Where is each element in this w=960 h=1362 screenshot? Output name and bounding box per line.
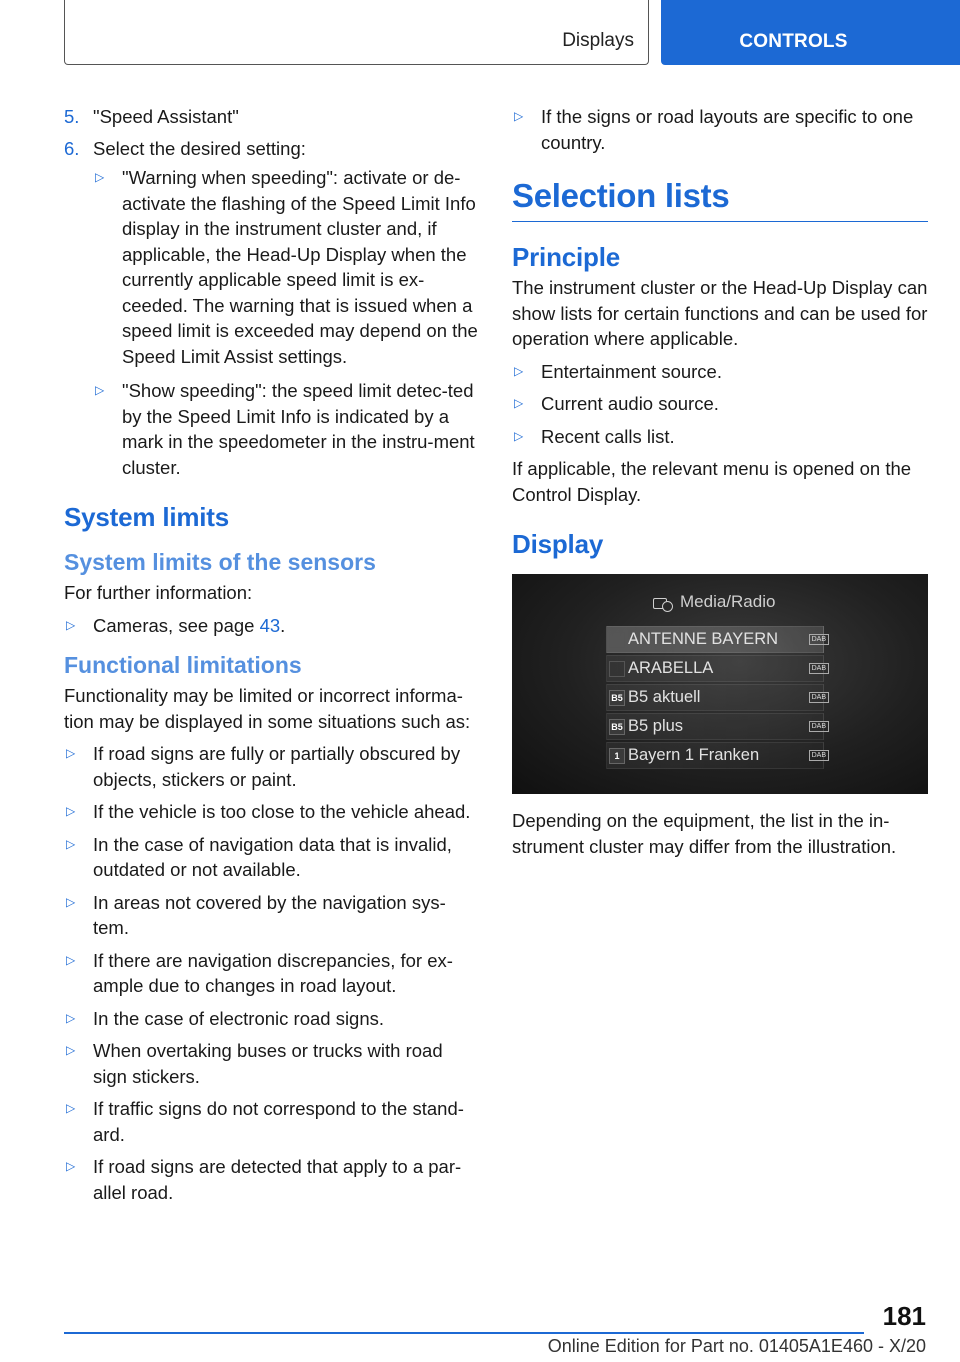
list-item <box>64 1154 480 1205</box>
station-name: ARABELLA <box>628 659 714 677</box>
chapter-tab[interactable] <box>661 0 960 65</box>
list-item <box>64 832 480 883</box>
triangle-bullet-icon: ▷ <box>66 836 76 851</box>
station-name: B5 plus <box>628 717 684 735</box>
step-text: Select the desired setting: <box>93 137 306 159</box>
section-title: Displays <box>562 30 634 51</box>
station-list <box>606 626 824 771</box>
triangle-bullet-icon: ▷ <box>66 617 76 632</box>
list-item-text: "Warning when speeding": activate or de-activate the flashing of the Speed Limit Info display in the instrument cluster and, if applicable, the Head-Up Display when the currently applicable speed limit is ex-ceeded. The warning that is issued when a speed limit is exceeded may depend on the Speed Limit Assist settings. <box>122 167 478 367</box>
station-logo-icon <box>609 661 625 677</box>
step-text: "Speed Assistant" <box>93 106 239 127</box>
display-heading: Display <box>512 529 604 559</box>
screen-header <box>652 592 775 612</box>
country-list <box>512 104 928 155</box>
triangle-bullet-icon: ▷ <box>95 170 105 184</box>
step-number: 6. <box>64 137 80 159</box>
list-item-text: In the case of navigation data that is invalid, outdated or not available. <box>93 833 452 880</box>
list-item-text: If road signs are detected that apply to a par-allel road. <box>93 1156 462 1203</box>
list-item <box>64 613 480 639</box>
step-item <box>64 136 480 162</box>
list-item-text: In areas not covered by the navigation sys-tem. <box>93 891 446 938</box>
list-item-text: Recent calls list. <box>541 425 675 447</box>
left-column <box>64 104 480 1212</box>
triangle-bullet-icon: ▷ <box>66 1010 76 1025</box>
list-item <box>93 165 480 369</box>
cameras-text: Cameras, see page <box>93 614 260 636</box>
footer-rule <box>64 1332 864 1334</box>
instrument-cluster-illustration <box>512 574 928 794</box>
functional-intro: Functionality may be limited or incorrect informa-tion may be displayed in some situations such as: <box>64 685 471 732</box>
triangle-bullet-icon: ▷ <box>514 363 524 378</box>
triangle-bullet-icon: ▷ <box>66 1043 76 1057</box>
triangle-bullet-icon: ▷ <box>66 1159 76 1173</box>
station-logo-icon: B5 <box>609 719 625 735</box>
list-item <box>64 799 480 825</box>
media-radio-icon <box>652 593 674 611</box>
station-name: Bayern 1 Franken <box>628 746 760 764</box>
principle-after: If applicable, the relevant menu is opened on the Control Display. <box>512 458 912 505</box>
triangle-bullet-icon: ▷ <box>66 1101 76 1115</box>
system-limits-heading: System limits <box>64 502 230 532</box>
station-logo-icon: B5 <box>609 690 625 706</box>
page-number: 181 <box>882 1301 926 1331</box>
step-number: 5. <box>64 106 80 127</box>
list-item <box>64 1038 480 1089</box>
list-item-text: If the vehicle is too close to the vehicle ahead. <box>93 801 471 822</box>
triangle-bullet-icon: ▷ <box>514 428 524 443</box>
dab-badge: DAB <box>809 634 829 645</box>
numbered-steps <box>64 104 480 161</box>
list-item <box>512 391 928 417</box>
list-item-text: If road signs are fully or partially obscured by objects, stickers or paint. <box>93 743 461 790</box>
station-name: ANTENNE BAYERN <box>628 630 779 648</box>
triangle-bullet-icon: ▷ <box>514 109 524 123</box>
functional-list <box>64 741 480 1205</box>
list-item-text: When overtaking buses or trucks with road sign stickers. <box>93 1040 443 1087</box>
station-logo-icon: 1 <box>609 748 625 764</box>
triangle-bullet-icon: ▷ <box>66 894 76 909</box>
selection-lists-heading: Selection lists <box>512 177 928 222</box>
station-row[interactable] <box>606 713 824 740</box>
principle-text: The instrument cluster or the Head-Up Display can show lists for certain functions and can be used for operation where applicable. <box>512 277 928 349</box>
list-item <box>512 359 928 385</box>
edition-text[interactable]: Online Edition for Part no. 01405A1E460 - X/20 <box>547 1336 926 1356</box>
step-item <box>64 104 480 130</box>
period-text: . <box>280 614 286 636</box>
triangle-bullet-icon: ▷ <box>66 952 76 967</box>
sensors-intro: For further information: <box>64 582 253 603</box>
header-box <box>64 0 649 65</box>
sensors-heading: System limits of the sensors <box>64 549 376 575</box>
page-link[interactable]: 43 <box>259 614 281 636</box>
dab-badge: DAB <box>809 721 829 732</box>
right-column <box>512 104 928 859</box>
list-item <box>64 890 480 941</box>
list-item <box>64 1096 480 1147</box>
triangle-bullet-icon: ▷ <box>66 746 76 760</box>
station-row[interactable] <box>606 684 824 711</box>
principle-list <box>512 359 928 450</box>
list-item-text: If the signs or road layouts are specific to one country. <box>541 106 914 153</box>
list-item <box>93 378 480 480</box>
list-item <box>64 948 480 999</box>
list-item-text: If there are navigation discrepancies, for ex-ample due to changes in road layout. <box>93 949 453 996</box>
list-item <box>512 104 928 155</box>
principle-heading: Principle <box>512 242 621 272</box>
chapter-tab-label: CONTROLS <box>739 31 848 52</box>
list-item <box>64 1006 480 1032</box>
functional-heading: Functional limitations <box>64 652 302 678</box>
screen-title: Media/Radio <box>680 592 776 611</box>
list-item-text: Entertainment source. <box>541 360 722 382</box>
station-row[interactable] <box>606 655 824 682</box>
dab-badge: DAB <box>809 663 829 674</box>
triangle-bullet-icon: ▷ <box>66 804 76 818</box>
list-item-text <box>93 613 285 639</box>
list-item-text: Current audio source. <box>541 393 719 414</box>
station-logo-icon <box>609 632 625 648</box>
list-item-text: If traffic signs do not correspond to the stand-ard. <box>93 1098 464 1145</box>
sensors-list <box>64 613 480 639</box>
triangle-bullet-icon: ▷ <box>95 383 105 397</box>
dab-badge: DAB <box>809 750 829 761</box>
station-row[interactable] <box>606 742 824 769</box>
list-item <box>64 741 480 792</box>
station-row[interactable] <box>606 626 824 653</box>
station-name: B5 aktuell <box>628 688 701 706</box>
list-item-text: "Show speeding": the speed limit detec-ted by the Speed Limit Info is indicated by a mark in the speedometer in the instru-ment cluster. <box>122 380 475 478</box>
display-caption: Depending on the equipment, the list in the in-strument cluster may differ from the illustration. <box>512 810 897 857</box>
settings-list <box>93 165 480 480</box>
dab-badge: DAB <box>809 692 829 703</box>
list-item-text: In the case of electronic road signs. <box>93 1007 385 1029</box>
triangle-bullet-icon: ▷ <box>514 396 524 410</box>
list-item <box>512 424 928 450</box>
